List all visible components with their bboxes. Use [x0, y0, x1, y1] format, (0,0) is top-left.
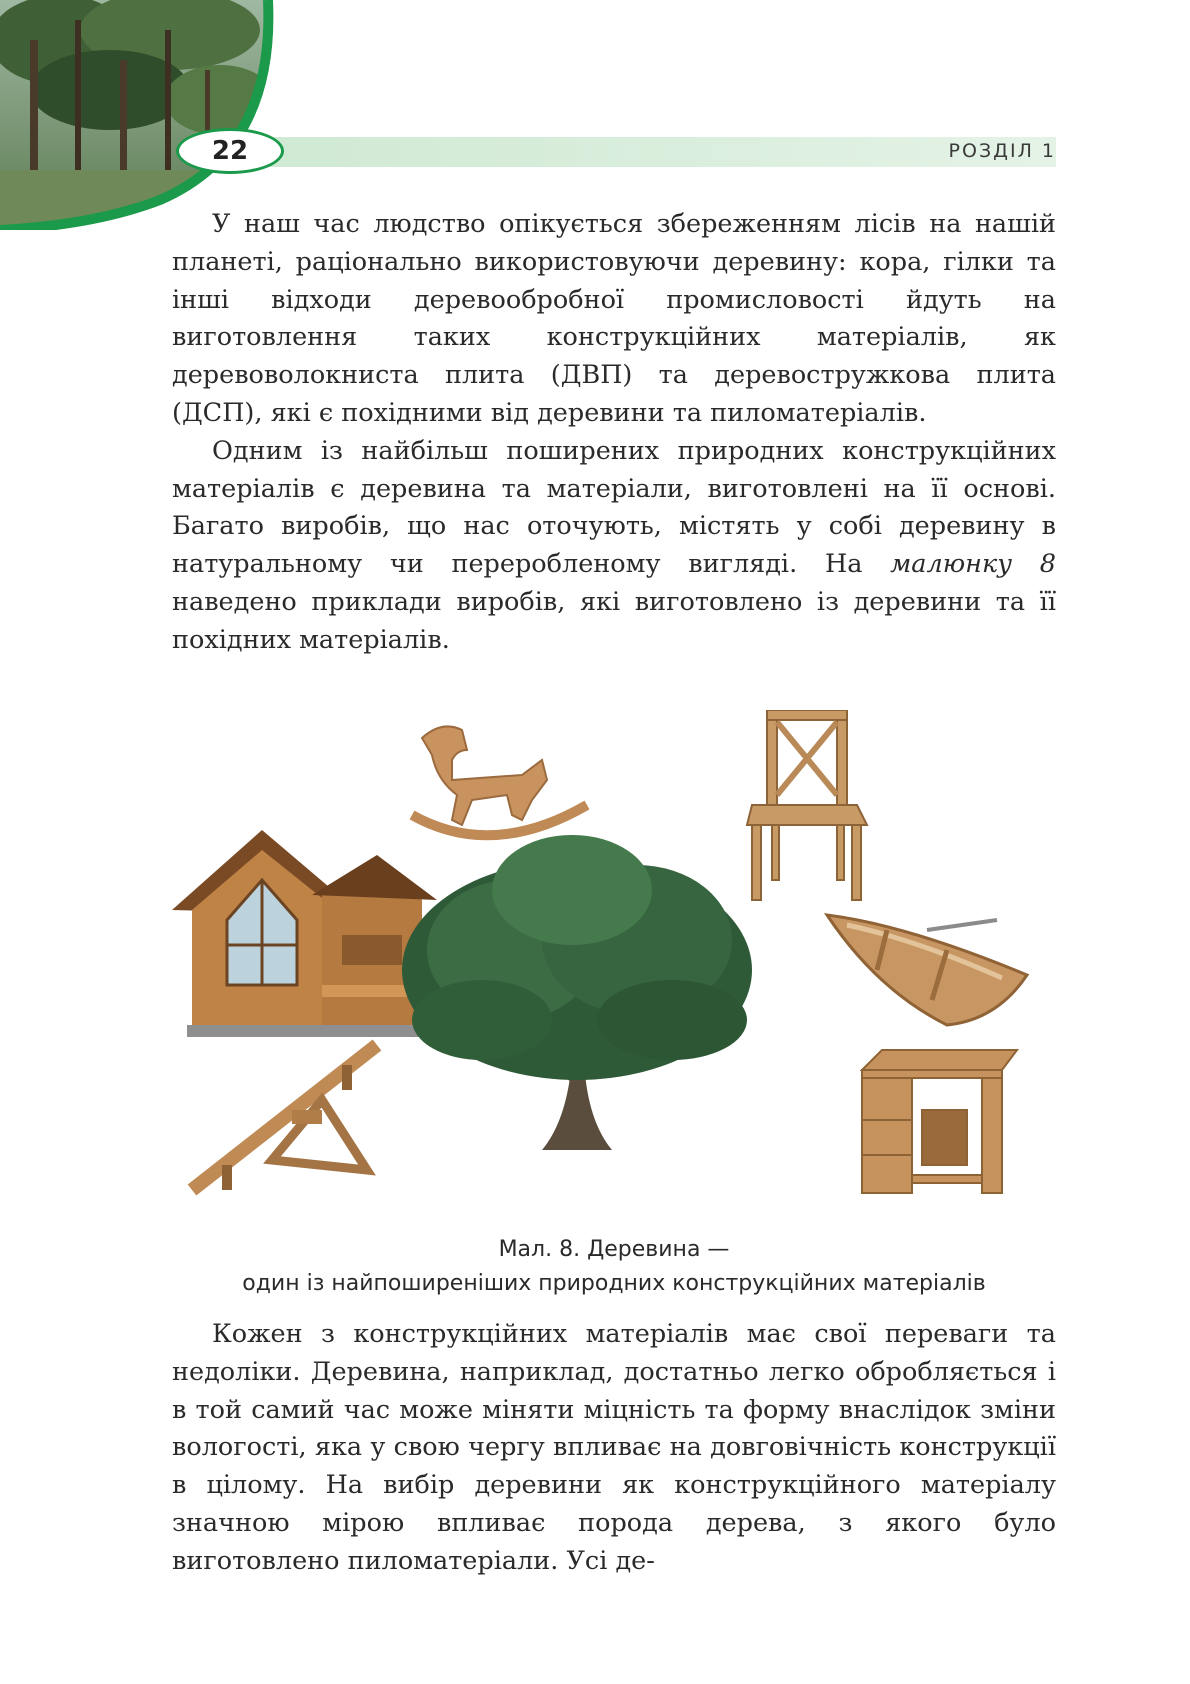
tree-illustration	[402, 835, 752, 1150]
figure-caption	[172, 1233, 1056, 1301]
desk-illustration	[862, 1050, 1017, 1193]
caption-line-1: Мал. 8. Деревина —	[498, 1237, 730, 1262]
text-block-bottom	[172, 1316, 1056, 1581]
paragraph-2-start: Одним із найбільш поширених природних конструкційних матеріалів є деревина та матеріали, виготовлені на її основі. Багато виробів, що нас оточують, містять у собі деревину в натуральному чи переробленому вигляді. На	[172, 435, 1056, 580]
figure-wood-products	[172, 710, 1056, 1210]
chair-illustration	[747, 710, 867, 900]
page-number: 22	[176, 128, 284, 174]
paragraph-3: Кожен з конструкційних матеріалів має свої переваги та недоліки. Деревина, наприклад, достатньо легко обробляється і в той самий час може міняти міцність та форму внаслідок зміни вологості, яка у свою чергу впливає на довговічність конструкції в цілому. На вибір деревини як конструкційного матеріалу значною мірою впливає порода дерева, з якого було виготовлено пиломатеріали. Усі де-	[172, 1319, 1056, 1576]
rocking-horse-illustration	[412, 726, 587, 835]
seesaw-illustration	[192, 1045, 377, 1190]
log-house-illustration	[172, 830, 437, 1037]
paragraph-2	[172, 433, 1056, 660]
section-label: РОЗДІЛ 1	[948, 140, 1056, 162]
header-band	[250, 137, 1056, 167]
figure-reference: малюнку 8	[890, 549, 1056, 580]
caption-line-2: один із найпоширеніших природних конструкційних матеріалів	[242, 1271, 986, 1296]
corner-forest-photo	[0, 0, 280, 230]
text-block-top	[172, 206, 1056, 660]
paragraph-1: У наш час людство опікується збереженням лісів на нашій планеті, раціонально використовуючи деревину: кора, гілки та інші відходи деревообробної промисловості йдуть на виготовлення таких конструкційних матеріалів, як деревоволокниста плита (ДВП) та деревостружкова плита (ДСП), які є похідними від деревини та пиломатеріалів.	[172, 209, 1056, 428]
boat-illustration	[827, 915, 1027, 1025]
paragraph-2-end: наведено приклади виробів, які виготовлено із деревини та її похідних матеріалів.	[172, 586, 1056, 655]
